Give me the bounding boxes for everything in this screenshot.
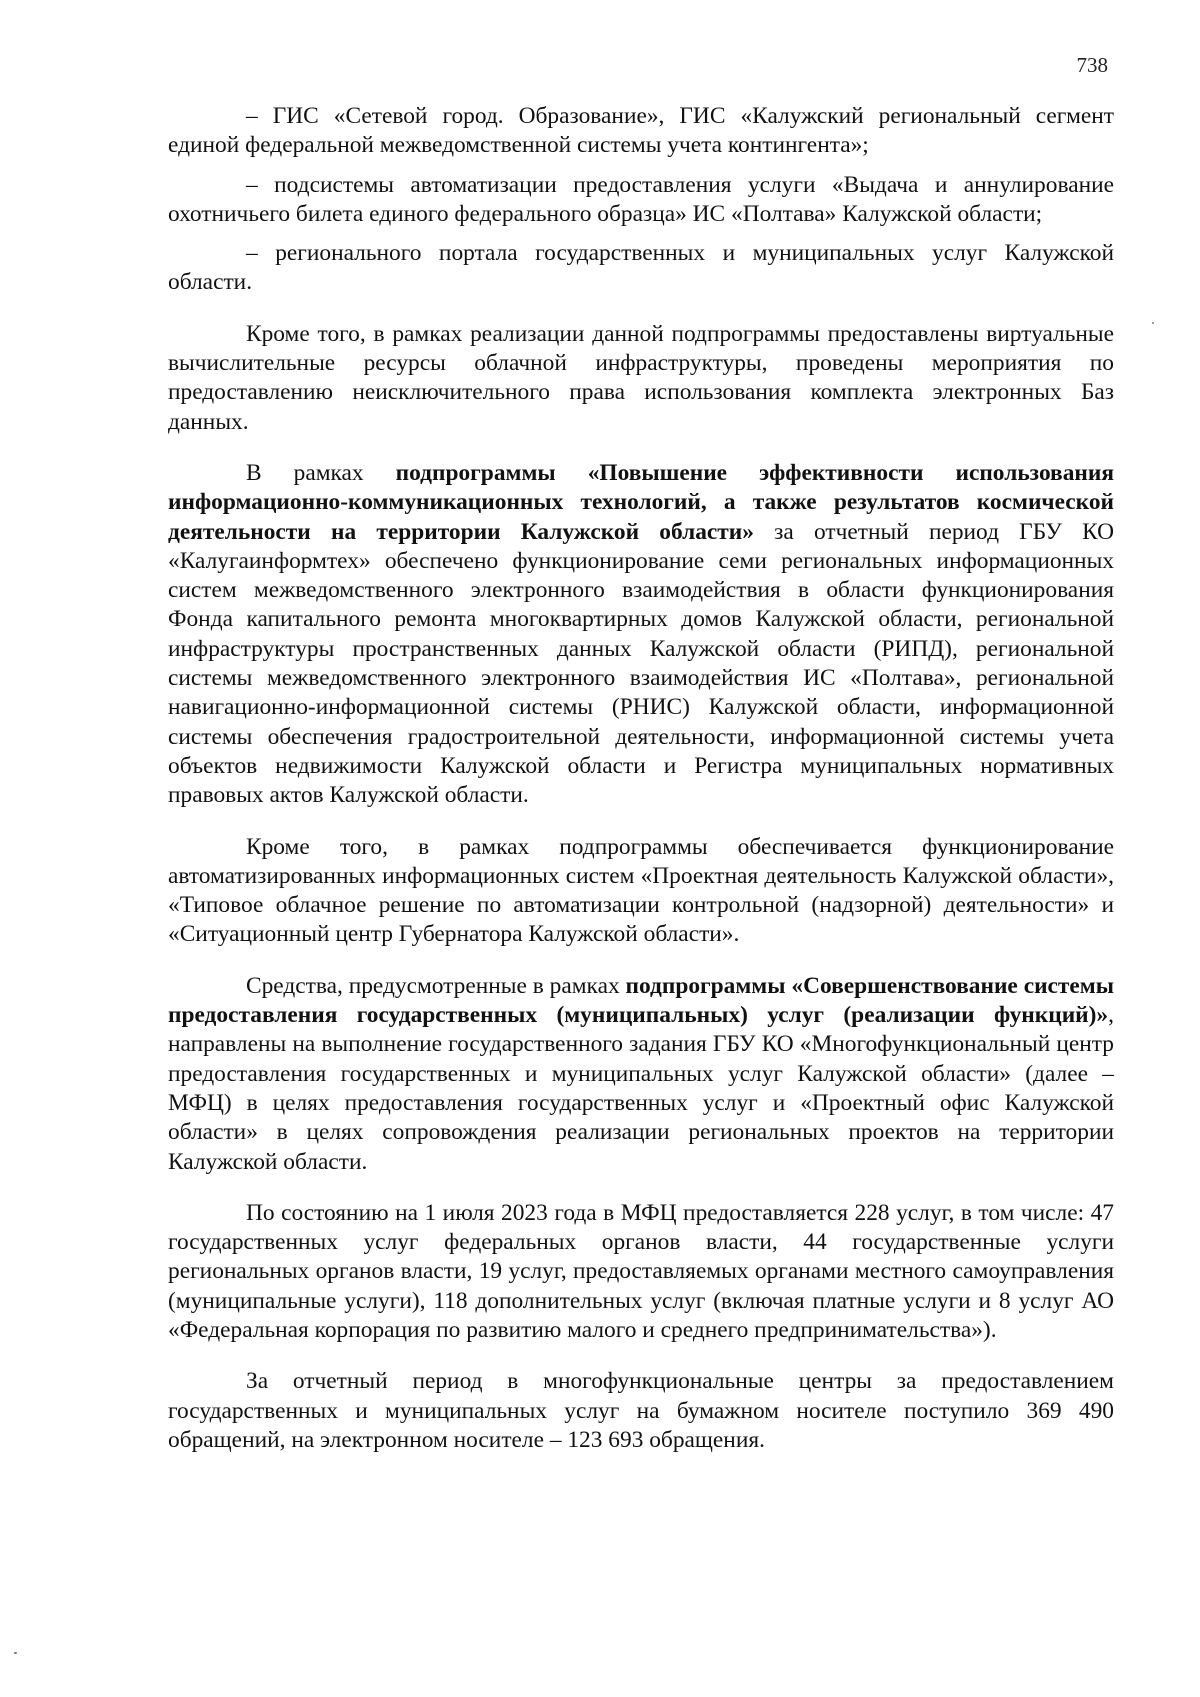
paragraph-lead: В рамках — [246, 459, 396, 486]
paragraph-list-item-hunting-ticket: – подсистемы автоматизации предоставления услуги «Выдача и аннулирование охотничьего билета единого федерального образца» ИС «Полтава» Калужской области; — [168, 171, 1114, 227]
paragraph-list-item-regional-portal: – регионального портала государственных и муниципальных услуг Калужской области. — [168, 240, 1114, 296]
paragraph-ict-subprogram — [168, 459, 1114, 811]
paragraph-mfc-subprogram — [168, 972, 1114, 1177]
paragraph-rest: , направлены на выполнение государственного задания ГБУ КО «Многофункциональный центр предоставления государственных и муниципальных услуг Калужской области» (далее – МФЦ) в целях предоставления государственных услуг и «Проектный офис Калужской области» в целях сопровождения реализации региональных проектов на территории Калужской области. — [168, 1002, 1114, 1175]
paragraph-mfc-services-count: По состоянию на 1 июля 2023 года в МФЦ предоставляется 228 услуг, в том числе: 47 государственных услуг федеральных органов власти, 44 государственные услуги региональных органов власти, 19 услуг, предоставляемых органами местного самоуправления (муниципальные услуги), 118 дополнительных услуг (включая платные услуги и 8 услуг АО «Федеральная корпорация по развитию малого и среднего предпринимательства»). — [168, 1199, 1114, 1343]
paragraph-mfc-requests: За отчетный период в многофункциональные центры за предоставлением государственных и муниципальных услуг на бумажном носителе поступило 369 490 обращений, на электронном носителе – 123 693 обращения. — [168, 1368, 1114, 1453]
paragraph-cloud-resources: Кроме того, в рамках реализации данной подпрограммы предоставлены виртуальные вычислительные ресурсы облачной инфраструктуры, проведены мероприятия по предоставлению неисключительного права использования комплекта электронных Баз данных. — [168, 320, 1114, 435]
paragraph-automated-systems: Кроме того, в рамках подпрограммы обеспечивается функционирование автоматизированных информационных систем «Проектная деятельность Калужской области», «Типовое облачное решение по автоматизации контрольной (надзорной) деятельности» и «Ситуационный центр Губернатора Калужской области». — [168, 833, 1114, 948]
subprogram-title-ict: подпрограммы «Повышение эффективности использования информационно-коммуникационных технологий, а также результатов космической деятельности на территории Калужской области» — [168, 459, 1114, 545]
subprogram-title-services: подпрограммы «Совершенствование системы предоставления государственных (муниципальных) услуг (реализации функций)» — [168, 972, 1114, 1029]
paragraph-lead: Средства, предусмотренные в рамках — [246, 972, 626, 999]
scan-speck — [1152, 322, 1154, 324]
document-body — [168, 102, 1114, 1467]
paragraph-rest: за отчетный период ГБУ КО «Калугаинформтех» обеспечено функционирование семи региональных информационных систем межведомственного электронного взаимодействия в области функционирования Фонда капитального ремонта многоквартирных домов Калужской области, региональной инфраструктуры пространственных данных Калужской области (РИПД), региональной системы межведомственного электронного взаимодействия ИС «Полтава», региональной навигационно-информационной системы (РНИС) Калужской области, информационной системы обеспечения градостроительной деятельности, информационной системы учета объектов недвижимости Калужской области и Регистра муниципальных нормативных правовых актов Калужской области. — [168, 518, 1114, 809]
page-number: 738 — [1076, 53, 1108, 77]
paragraph-list-item-gis: – ГИС «Сетевой город. Образование», ГИС «Калужский региональный сегмент единой федеральной межведомственной системы учета контингента»; — [168, 103, 1114, 159]
scan-speck — [14, 1652, 17, 1654]
